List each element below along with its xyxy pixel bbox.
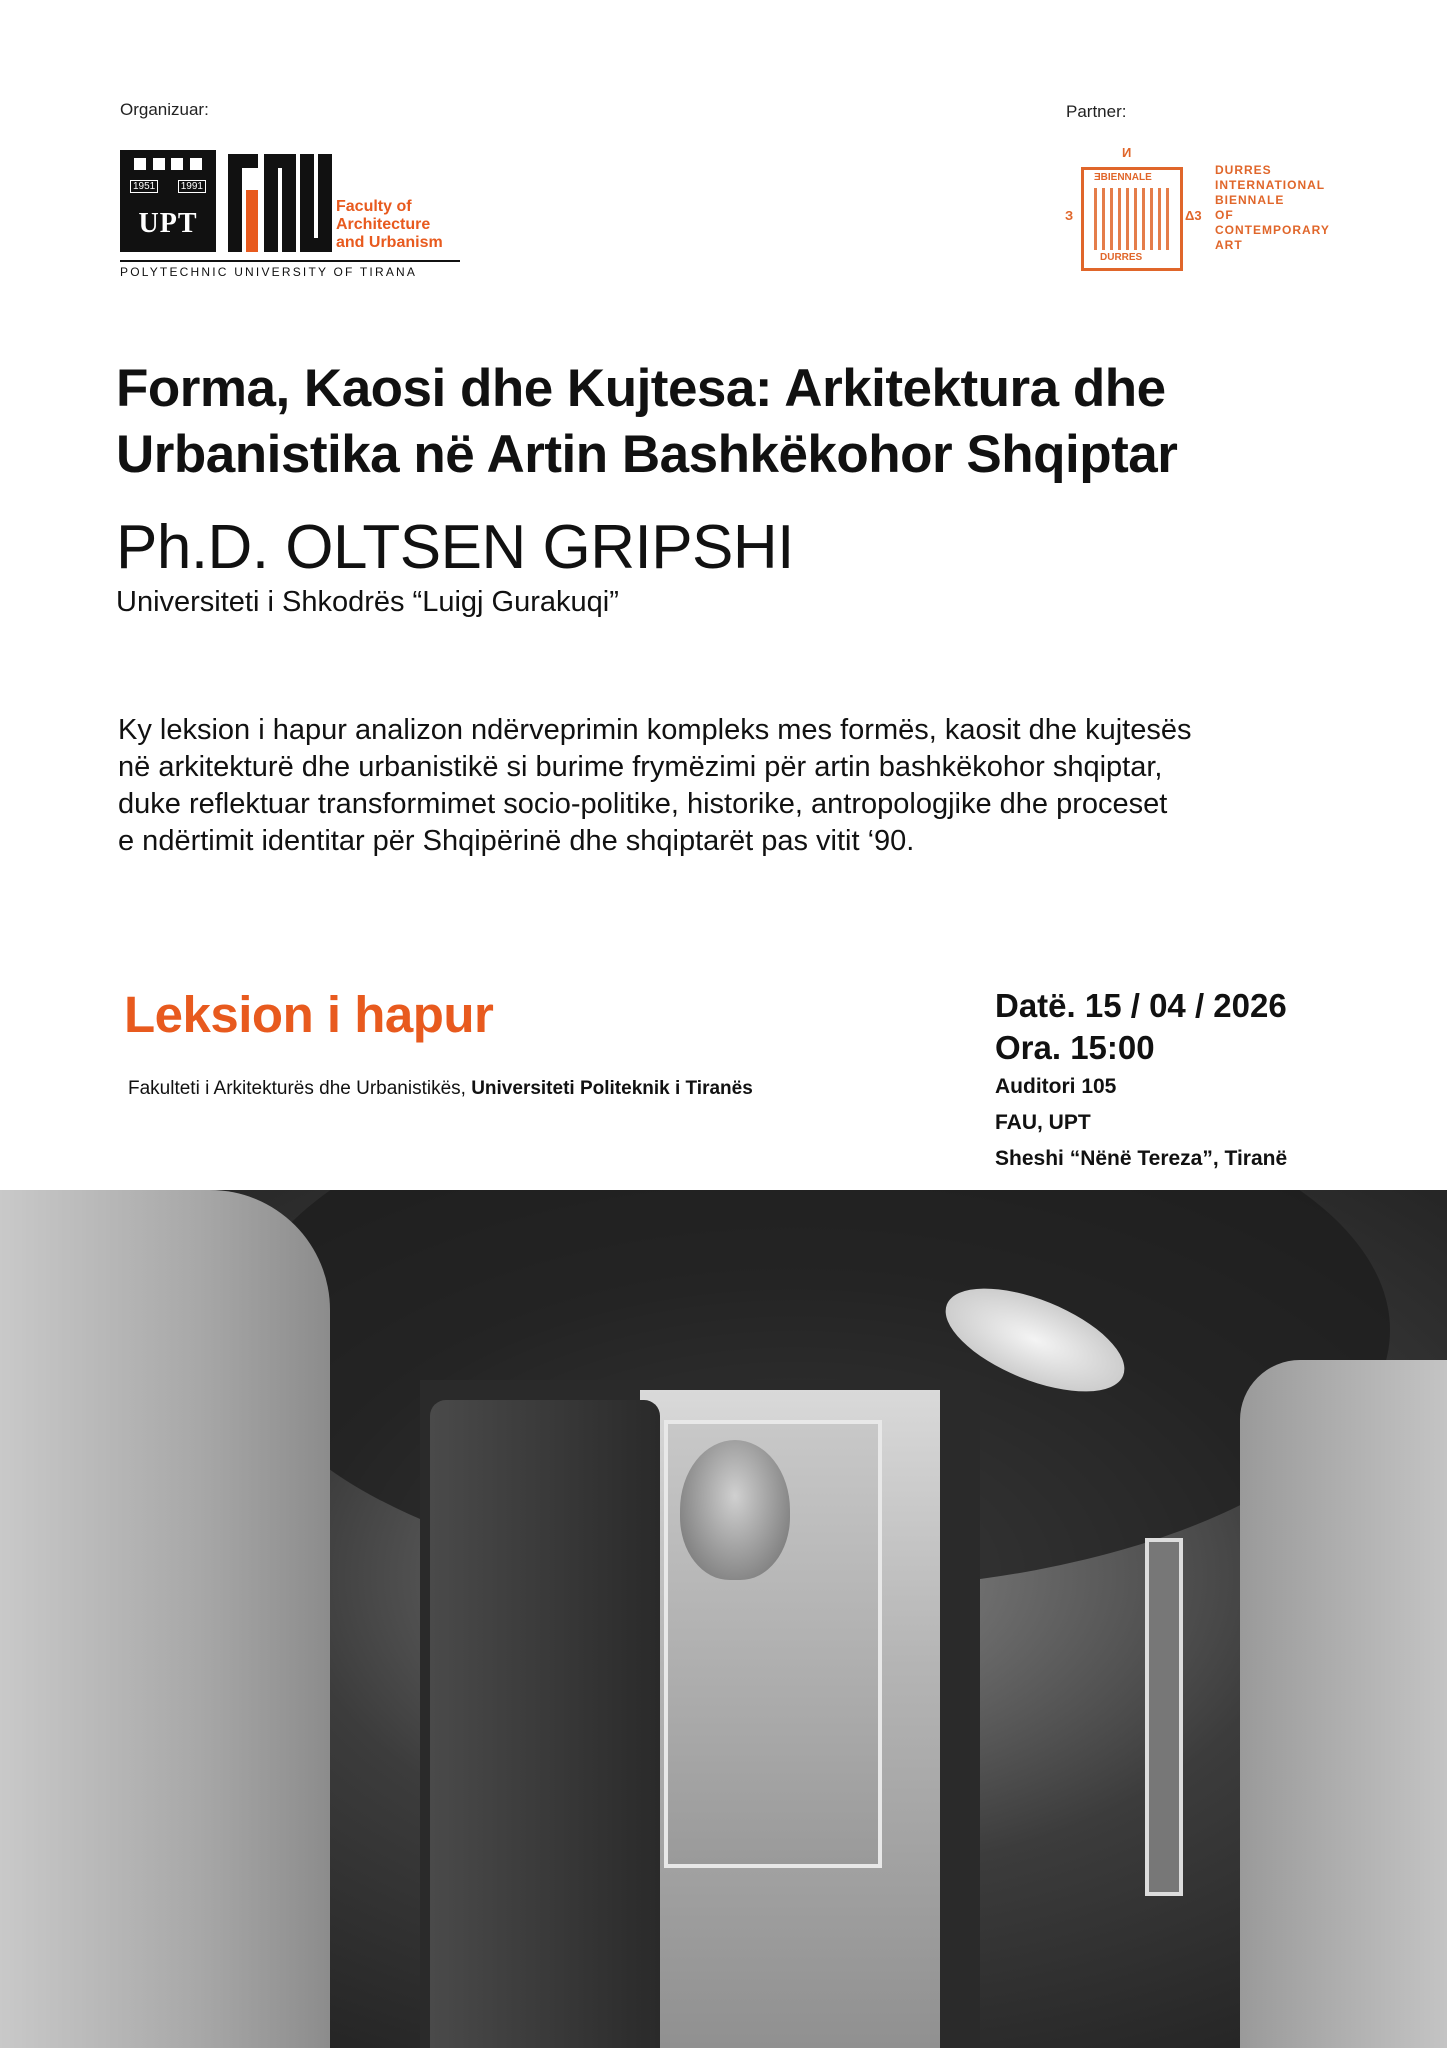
partner-label: Partner: (1066, 102, 1127, 121)
event-building: FAU, UPT (995, 1111, 1091, 1134)
event-time: Ora. 15:00 (995, 1029, 1155, 1066)
durres-biennale-logo (1065, 145, 1335, 285)
event-room: Auditori 105 (995, 1075, 1117, 1098)
logo-left-letter: З (1065, 208, 1074, 223)
upt-emblem (120, 150, 216, 252)
speaker-name: Ph.D. OLTSEN GRIPSHI (116, 513, 794, 582)
open-door (430, 1400, 660, 2048)
upt-abbreviation: UPT (138, 208, 198, 239)
faculty-name: Faculty of Architecture and Urbanism (336, 198, 443, 251)
year-left: 1951 (130, 180, 158, 193)
crown-icon (134, 158, 202, 170)
year-right: 1991 (178, 180, 206, 193)
university-caption: POLYTECHNIC UNIVERSITY OF TIRANA (120, 260, 460, 279)
organizer-label: Organizuar: (120, 100, 209, 119)
event-details (995, 985, 1415, 1177)
hanging-cloth-right (1240, 1360, 1447, 2048)
logo-right-letter: Δ3 (1185, 208, 1202, 223)
event-title: Forma, Kaosi dhe Kujtesa: Arkitektura dhe Urbanistika në Artin Bashkëkohor Shqiptar (116, 359, 1178, 484)
fau-letters-icon (224, 150, 332, 252)
host-institution: Fakulteti i Arkitekturës dhe Urbanistikës, Universiteti Politeknik i Tiranës (128, 1078, 753, 1099)
biennale-name: DURRES INTERNATIONAL BIENNALE OF CONTEMPORARY ART (1215, 163, 1330, 252)
event-date: Datë. 15 / 04 / 2026 (995, 987, 1287, 1024)
poster-photo (0, 1190, 1447, 2048)
lecture-type: Leksion i hapur (124, 986, 494, 1043)
wall-frame (1145, 1538, 1183, 1896)
upt-fau-logo (120, 150, 460, 280)
hanging-cloth-left (0, 1190, 330, 2048)
logo-top-letter: И (1122, 145, 1132, 160)
biennale-emblem-icon: ƎBIENNALE DURRES (1081, 167, 1183, 271)
event-address: Sheshi “Nënë Tereza”, Tiranë (995, 1147, 1288, 1170)
portrait-face (680, 1440, 790, 1580)
speaker-affiliation: Universiteti i Shkodrës “Luigj Gurakuqi” (116, 586, 619, 618)
event-description: Ky leksion i hapur analizon ndërveprimin kompleks mes formës, kaosit dhe kujtesës në arkitekturë dhe urbanistikë si burime frymëzimi për artin bashkëkohor shqiptar, duke reflektuar transformimet socio-politike, historike, antropologjike dhe proceset e ndërtimit identitar për Shqipërinë dhe shqiptarët pas vitit ‘90. (118, 714, 1192, 857)
